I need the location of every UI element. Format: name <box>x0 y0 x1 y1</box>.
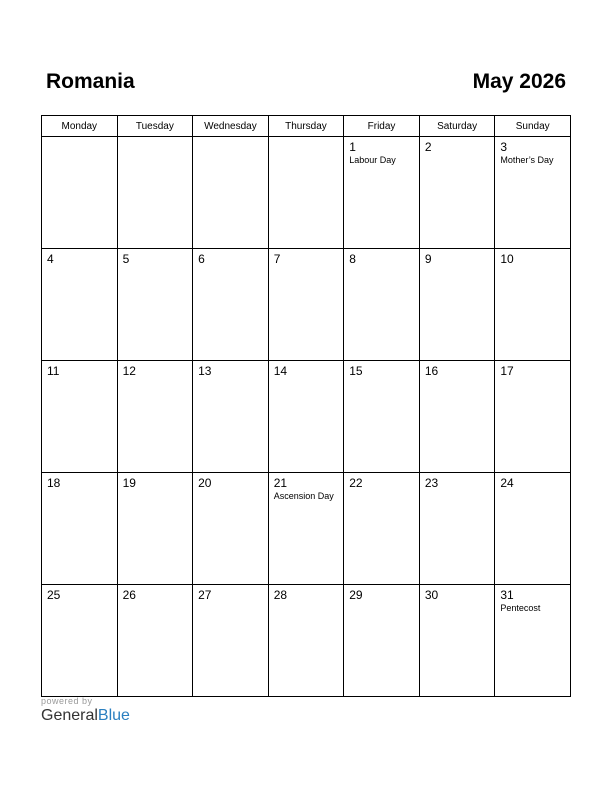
day-cell <box>344 137 420 249</box>
day-number: 18 <box>47 476 61 490</box>
day-number: 9 <box>424 252 432 266</box>
day-cell <box>495 473 571 585</box>
day-cell <box>344 473 420 585</box>
day-cell <box>42 137 118 249</box>
day-cell <box>193 249 269 361</box>
calendar-grid <box>41 115 571 697</box>
day-cell <box>193 585 269 697</box>
country-title: Romania <box>46 70 135 93</box>
month-year-title: May 2026 <box>472 70 566 93</box>
footer-branding <box>41 696 130 725</box>
day-number: 21 <box>273 476 288 490</box>
day-cell <box>495 137 571 249</box>
day-number: 4 <box>47 252 54 266</box>
day-cell <box>42 473 118 585</box>
day-number: 22 <box>349 476 363 490</box>
day-number: 16 <box>424 364 439 378</box>
day-cell <box>419 137 495 249</box>
day-number: 24 <box>500 476 514 490</box>
weekday-header: Thursday <box>268 116 344 137</box>
day-number: 7 <box>273 252 281 266</box>
day-number: 3 <box>500 140 508 154</box>
week-row <box>42 585 571 697</box>
day-number: 26 <box>122 588 136 602</box>
holiday-label: Labour Day <box>349 155 396 165</box>
day-number: 8 <box>349 252 356 266</box>
day-cell <box>344 249 420 361</box>
day-number: 20 <box>198 476 212 490</box>
day-cell <box>42 361 118 473</box>
holiday-label: Pentecost <box>500 603 541 613</box>
week-row <box>42 137 571 249</box>
week-row <box>42 249 571 361</box>
day-cell <box>117 249 193 361</box>
day-number: 15 <box>349 364 363 378</box>
brand-general-text: General <box>41 707 98 724</box>
weekday-header: Friday <box>344 116 420 137</box>
day-cell <box>419 473 495 585</box>
weekday-header: Tuesday <box>117 116 193 137</box>
day-cell <box>268 361 344 473</box>
day-cell <box>117 361 193 473</box>
day-cell <box>495 361 571 473</box>
day-number: 11 <box>47 364 60 378</box>
brand-blue-text: Blue <box>97 707 130 724</box>
weekday-header: Monday <box>42 116 118 137</box>
day-number: 5 <box>122 252 130 266</box>
weekday-header: Sunday <box>495 116 571 137</box>
brand-logo <box>41 707 130 725</box>
day-cell <box>193 361 269 473</box>
day-number: 19 <box>122 476 136 490</box>
day-cell <box>193 473 269 585</box>
day-number: 13 <box>198 364 212 378</box>
holiday-label: Ascension Day <box>273 491 334 501</box>
day-cell <box>193 137 269 249</box>
holiday-label: Mother’s Day <box>500 155 554 165</box>
day-cell <box>268 137 344 249</box>
day-cell <box>117 473 193 585</box>
day-cell <box>419 585 495 697</box>
day-number: 1 <box>349 140 356 154</box>
day-number: 17 <box>500 364 514 378</box>
day-number: 29 <box>349 588 363 602</box>
day-cell <box>419 249 495 361</box>
day-cell <box>344 585 420 697</box>
day-cell <box>419 361 495 473</box>
day-number: 25 <box>47 588 61 602</box>
day-number: 31 <box>500 588 514 602</box>
day-cell <box>268 249 344 361</box>
calendar-header <box>46 70 566 100</box>
day-number: 28 <box>273 588 288 602</box>
day-cell <box>42 249 118 361</box>
day-number: 30 <box>424 588 439 602</box>
day-number: 6 <box>198 252 205 266</box>
day-cell <box>268 473 344 585</box>
week-row <box>42 473 571 585</box>
day-cell <box>495 585 571 697</box>
powered-by-text: powered by <box>41 696 93 706</box>
day-cell <box>344 361 420 473</box>
day-number: 10 <box>500 252 514 266</box>
day-number: 14 <box>273 364 288 378</box>
weekday-header-row <box>42 116 571 137</box>
day-cell <box>117 137 193 249</box>
day-cell <box>117 585 193 697</box>
day-cell <box>495 249 571 361</box>
day-number: 23 <box>424 476 439 490</box>
weekday-header: Wednesday <box>193 116 269 137</box>
day-number: 12 <box>122 364 136 378</box>
day-number: 2 <box>424 140 432 154</box>
week-row <box>42 361 571 473</box>
day-cell <box>268 585 344 697</box>
day-cell <box>42 585 118 697</box>
weekday-header: Saturday <box>419 116 495 137</box>
day-number: 27 <box>198 588 212 602</box>
calendar-body <box>42 137 571 697</box>
